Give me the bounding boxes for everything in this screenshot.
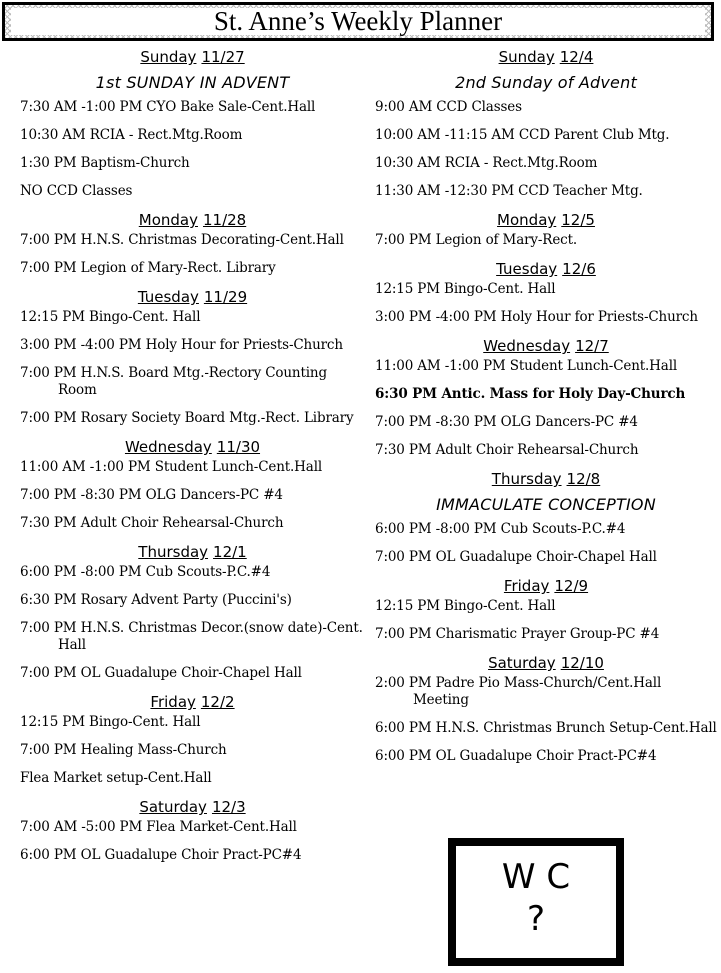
day-heading [375,654,717,675]
day-date: 12/6 [562,260,596,278]
event-item: 7:00 PM Legion of Mary-Rect. Library [20,260,276,276]
event-item: 10:30 AM RCIA - Rect.Mtg.Room [20,127,243,143]
event-item: 11:00 AM -1:00 PM Student Lunch-Cent.Hall [375,358,678,374]
right-column [375,48,717,776]
day-heading [375,211,717,232]
day-date: 11/28 [202,211,247,229]
day-name: Sunday [140,48,197,66]
event-item: 7:00 PM H.N.S. Christmas Decor.(snow date)-Cent. Hall [20,620,363,653]
day-date: 12/10 [560,654,604,672]
wc-label: W C [501,857,571,897]
day-name: Tuesday [496,260,558,278]
day-name: Monday [497,211,557,229]
event-item: 7:00 PM H.N.S. Board Mtg.-Rectory Counting Room [20,365,327,398]
day-date: 11/30 [216,438,261,456]
day-heading [375,470,717,491]
event-item: 10:00 AM -11:15 AM CCD Parent Club Mtg. [375,127,670,143]
day-name: Sunday [498,48,555,66]
event-item: 7:00 PM OL Guadalupe Choir-Chapel Hall [20,665,302,681]
event-item: 7:30 PM Adult Choir Rehearsal-Church [375,442,639,458]
day-date: 12/8 [566,470,601,488]
day-heading [375,577,717,598]
event-item: 1:30 PM Baptism-Church [20,155,190,171]
day-date: 11/29 [203,288,248,306]
event-item: 6:00 PM OL Guadalupe Choir Pract-PC#4 [375,748,657,764]
day-name: Friday [503,577,550,595]
day-heading [20,48,365,69]
event-item: 9:00 AM CCD Classes [375,99,522,115]
special-day-label: IMMACULATE CONCEPTION [436,495,656,514]
event-item: 6:30 PM Rosary Advent Party (Puccini's) [20,592,292,608]
day-name: Monday [138,211,198,229]
event-item: 7:00 PM H.N.S. Christmas Decorating-Cent.Hall [20,232,344,248]
day-name: Tuesday [137,288,199,306]
day-heading [375,260,717,281]
event-item: 7:00 AM -5:00 PM Flea Market-Cent.Hall [20,819,297,835]
event-item: 6:00 PM -8:00 PM Cub Scouts-P.C.#4 [375,521,626,537]
day-name: Thursday [138,543,209,561]
event-item: 12:15 PM Bingo-Cent. Hall [375,281,556,297]
event-item: 2:00 PM Padre Pio Mass-Church/Cent.Hall Meeting [375,675,662,708]
event-item: 12:15 PM Bingo-Cent. Hall [375,598,556,614]
event-item: 7:00 PM Charismatic Prayer Group-PC #4 [375,626,660,642]
event-item: 7:30 PM Adult Choir Rehearsal-Church [20,515,284,531]
event-item: 7:00 PM Legion of Mary-Rect. [375,232,577,248]
wc-box [448,838,624,966]
special-day-label: 1st SUNDAY IN ADVENT [95,73,290,92]
event-item: 3:00 PM -4:00 PM Holy Hour for Priests-Church [375,309,698,325]
event-item: 6:30 PM Antic. Mass for Holy Day-Church [375,386,686,402]
event-item: 11:00 AM -1:00 PM Student Lunch-Cent.Hall [20,459,323,475]
day-date: 12/2 [200,693,235,711]
event-item: 3:00 PM -4:00 PM Holy Hour for Priests-Church [20,337,343,353]
day-date: 12/3 [211,798,246,816]
day-heading [20,288,365,309]
event-item: NO CCD Classes [20,183,133,199]
day-heading [375,48,717,69]
day-date: 12/4 [559,48,594,66]
event-item: 7:00 PM Rosary Society Board Mtg.-Rect. Library [20,410,354,426]
day-name: Saturday [488,654,556,672]
wc-question-mark: ? [526,899,546,939]
day-name: Wednesday [124,438,212,456]
day-name: Saturday [139,798,207,816]
day-heading [20,211,365,232]
day-heading [20,798,365,819]
event-item: 11:30 AM -12:30 PM CCD Teacher Mtg. [375,183,643,199]
day-date: 12/9 [554,577,589,595]
day-name: Friday [150,693,196,711]
page-title: St. Anne’s Weekly Planner [11,8,705,35]
title-banner [2,2,714,41]
day-heading [375,337,717,358]
day-heading [20,438,365,459]
event-item: 12:15 PM Bingo-Cent. Hall [20,309,201,325]
day-name: Thursday [491,470,562,488]
event-item: 6:00 PM H.N.S. Christmas Brunch Setup-Cent.Hall [375,720,717,736]
event-item: 6:00 PM -8:00 PM Cub Scouts-P.C.#4 [20,564,271,580]
event-item: 10:30 AM RCIA - Rect.Mtg.Room [375,155,598,171]
event-item: 7:00 PM OL Guadalupe Choir-Chapel Hall [375,549,657,565]
day-date: 12/1 [213,543,247,561]
special-day-label: 2nd Sunday of Advent [455,73,637,92]
event-item: Flea Market setup-Cent.Hall [20,770,212,786]
day-heading [20,693,365,714]
event-item: 7:00 PM Healing Mass-Church [20,742,227,758]
event-item: 12:15 PM Bingo-Cent. Hall [20,714,201,730]
left-column [20,48,365,875]
event-item: 6:00 PM OL Guadalupe Choir Pract-PC#4 [20,847,302,863]
day-date: 11/27 [201,48,245,66]
day-name: Wednesday [483,337,571,355]
event-item: 7:00 PM -8:30 PM OLG Dancers-PC #4 [20,487,283,503]
day-date: 12/7 [575,337,609,355]
event-item: 7:00 PM -8:30 PM OLG Dancers-PC #4 [375,414,638,430]
event-item: 7:30 AM -1:00 PM CYO Bake Sale-Cent.Hall [20,99,316,115]
day-heading [20,543,365,564]
day-date: 12/5 [561,211,595,229]
